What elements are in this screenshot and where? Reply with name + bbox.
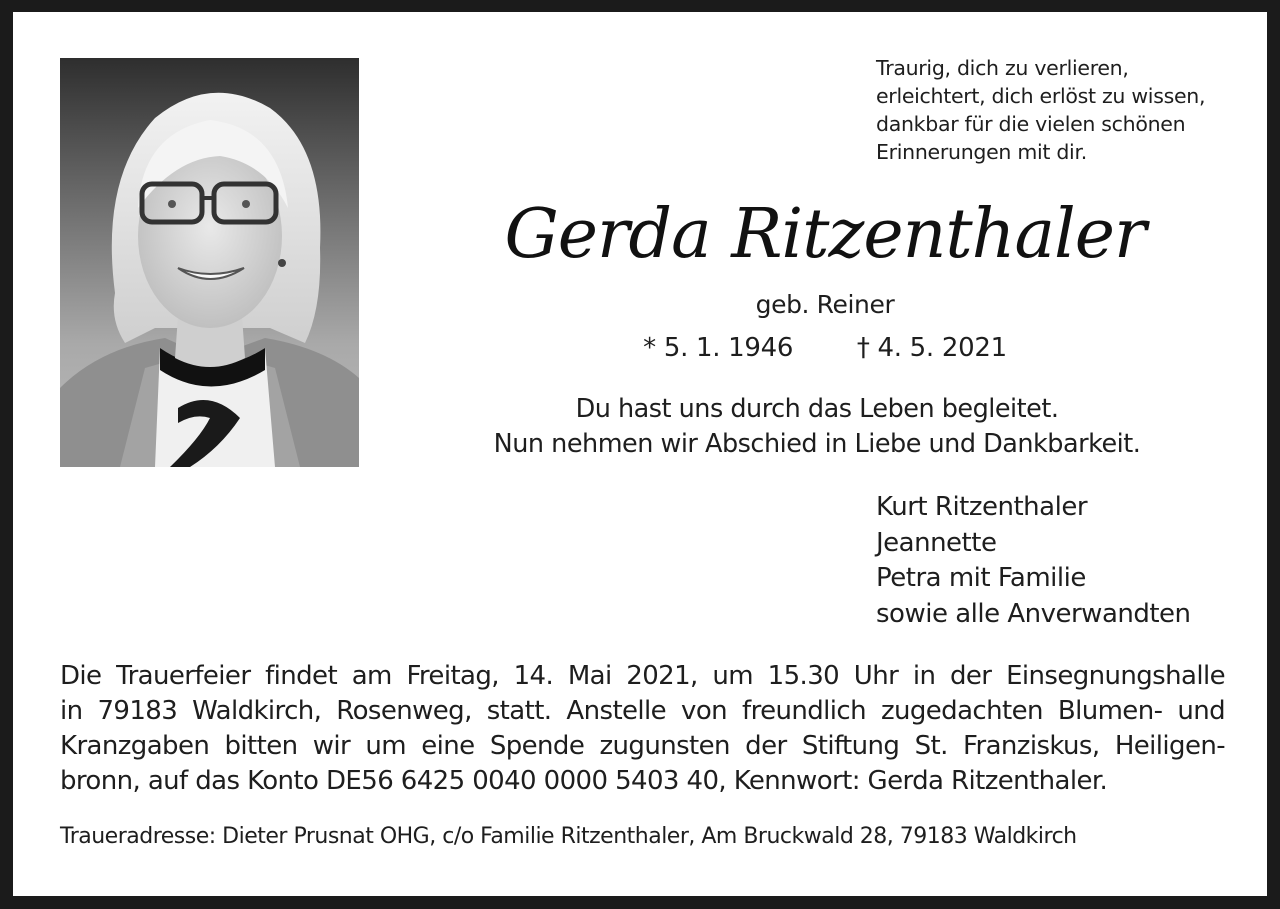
service-line: bronn, auf das Konto DE56 6425 0040 0000 5403 40, Kennwort: Gerda Ritzenthaler. [60, 766, 1108, 796]
mourner: Kurt Ritzenthaler [876, 492, 1088, 522]
funeral-service-notice [60, 659, 1225, 799]
farewell-motto [433, 392, 1201, 462]
mourner: sowie alle Anverwandten [876, 598, 1191, 629]
birth-name: geb. Reiner [755, 290, 895, 319]
life-dates: * 5. 1. 1946 † 4. 5. 2021 [643, 333, 1007, 363]
poem-line: Erinnerungen mit dir. [876, 140, 1087, 164]
mourners-list [876, 490, 1191, 632]
deceased-name: Gerda Ritzenthaler [504, 195, 1146, 274]
service-line: Die Trauerfeier findet am Freitag, 14. Mai 2021, um 15.30 Uhr in der Einsegnungshalle [60, 661, 1225, 691]
motto-line: Du hast uns durch das Leben begleitet. [575, 394, 1059, 424]
obituary-card [13, 12, 1267, 896]
poem [876, 54, 1205, 166]
poem-line: dankbar für die vielen schönen [876, 112, 1186, 136]
motto-line: Nun nehmen wir Abschied in Liebe und Dankbarkeit. [493, 429, 1141, 459]
mourner: Petra mit Familie [876, 563, 1086, 593]
mourning-address: Traueradresse: Dieter Prusnat OHG, c/o Familie Ritzenthaler, Am Bruckwald 28, 79183 Waldkirch [60, 824, 1077, 849]
portrait-image [60, 58, 359, 467]
poem-line: erleichtert, dich erlöst zu wissen, [876, 84, 1206, 108]
service-line: Kranzgaben bitten wir um eine Spende zugunsten der Stiftung St. Franziskus, Heiligen- [60, 731, 1225, 761]
portrait-photo [60, 58, 359, 467]
mourner: Jeannette [876, 527, 997, 558]
service-line: in 79183 Waldkirch, Rosenweg, statt. Anstelle von freundlich zugedachten Blumen- und [60, 696, 1225, 726]
poem-line: Traurig, dich zu verlieren, [876, 56, 1129, 80]
